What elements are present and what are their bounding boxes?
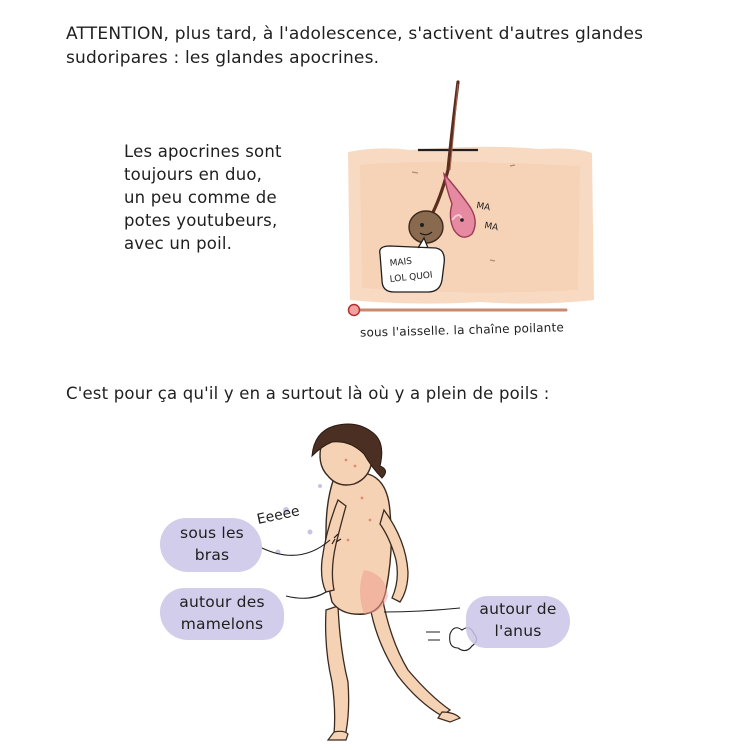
label-line: autour des (179, 593, 265, 611)
pointer-anus (384, 608, 460, 612)
intro-line-2: sudoripares : les glandes apocrines. (66, 48, 380, 68)
freckle (369, 519, 372, 522)
brown-gland (409, 211, 443, 243)
pink-gland-eye (460, 218, 464, 222)
skin-cross-section-illustration (340, 70, 600, 350)
foot-front (328, 731, 348, 740)
intro-text (66, 22, 706, 70)
label-line: mamelons (180, 615, 264, 633)
haze-dot (308, 530, 313, 535)
apocrine-explanation (124, 140, 334, 255)
freckle (361, 497, 364, 500)
gland-speech-ma-1: MA (475, 201, 491, 214)
brown-gland-eye (420, 223, 424, 227)
apocrine-line: toujours en duo, (124, 165, 263, 184)
label-around-nipples (160, 591, 284, 635)
label-line: l'anus (494, 622, 542, 640)
progress-line-dot (349, 305, 360, 316)
label-line: sous les (180, 524, 244, 542)
gas-lines (426, 632, 440, 640)
label-around-anus (466, 598, 570, 642)
label-line: autour de (479, 600, 557, 618)
back-leg (370, 596, 450, 716)
freckle (354, 465, 357, 468)
gland-speech-ma-2: MA (483, 221, 499, 234)
apocrine-line: Les apocrines sont (124, 142, 282, 161)
bubble-text-line-2: LOL QUOI (389, 270, 434, 285)
bubble-text-line-1: MAIS (389, 256, 413, 269)
freckle (345, 459, 348, 462)
foot-back (438, 712, 460, 722)
haze-dot (318, 484, 322, 488)
apocrine-line: potes youtubeurs, (124, 211, 278, 230)
pointer-nipples (286, 592, 326, 598)
label-under-arms (162, 522, 262, 566)
front-leg (326, 606, 349, 734)
apocrine-line: avec un poil. (124, 234, 233, 253)
label-line: bras (194, 546, 230, 564)
sound-effect: Eeeee (255, 503, 302, 528)
pointer-arms (262, 540, 330, 555)
intro-line-1: ATTENTION, plus tard, à l'adolescence, s'activent d'autres glandes (66, 24, 644, 44)
sentence-hairs: C'est pour ça qu'il y en a surtout là où y a plein de poils : (66, 384, 550, 403)
panel-caption: sous l'aisselle. la chaîne poilante (359, 320, 565, 340)
apocrine-line: un peu comme de (124, 188, 277, 207)
freckle (347, 539, 350, 542)
naked-man-illustration (150, 420, 600, 745)
